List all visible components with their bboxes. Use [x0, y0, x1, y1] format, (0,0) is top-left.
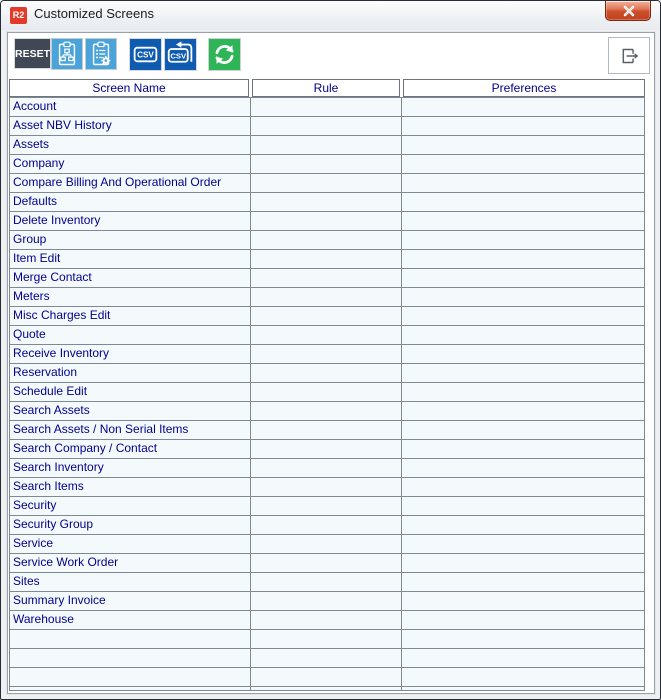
- cell-rule[interactable]: [251, 231, 402, 249]
- cell-preferences[interactable]: [402, 364, 644, 382]
- screen-layout-customization-button[interactable]: [51, 38, 83, 70]
- cell-rule[interactable]: [251, 421, 402, 439]
- cell-screen-name[interactable]: Search Company / Contact: [10, 440, 251, 458]
- table-row[interactable]: [10, 554, 644, 573]
- cell-screen-name[interactable]: Account: [10, 98, 251, 116]
- cell-rule[interactable]: [251, 649, 402, 667]
- cell-rule[interactable]: [251, 307, 402, 325]
- table-row[interactable]: [10, 611, 644, 630]
- cell-screen-name[interactable]: [10, 668, 251, 686]
- table-row[interactable]: [10, 668, 644, 687]
- table-row[interactable]: [10, 592, 644, 611]
- cell-rule[interactable]: [251, 668, 402, 686]
- table-row[interactable]: [10, 497, 644, 516]
- cell-preferences[interactable]: [402, 516, 644, 534]
- table-row[interactable]: [10, 117, 644, 136]
- cell-screen-name[interactable]: Compare Billing And Operational Order: [10, 174, 251, 192]
- app-logo-icon: R2: [10, 7, 27, 24]
- cell-screen-name[interactable]: Search Assets / Non Serial Items: [10, 421, 251, 439]
- cell-screen-name[interactable]: Security Group: [10, 516, 251, 534]
- cell-rule[interactable]: [251, 269, 402, 287]
- cell-screen-name[interactable]: Service Work Order: [10, 554, 251, 572]
- close-icon: [623, 5, 635, 17]
- import-csv-button[interactable]: [164, 38, 197, 71]
- cell-rule[interactable]: [251, 364, 402, 382]
- table-row[interactable]: [10, 326, 644, 345]
- cell-preferences[interactable]: [402, 573, 644, 591]
- cell-rule[interactable]: [251, 383, 402, 401]
- cell-preferences[interactable]: [402, 250, 644, 268]
- table-row[interactable]: [10, 212, 644, 231]
- cell-screen-name[interactable]: Group: [10, 231, 251, 249]
- table-row[interactable]: [10, 98, 644, 117]
- cell-rule[interactable]: [251, 630, 402, 648]
- cell-screen-name[interactable]: Receive Inventory: [10, 345, 251, 363]
- cell-rule[interactable]: [251, 592, 402, 610]
- cell-preferences[interactable]: [402, 630, 644, 648]
- exit-button[interactable]: [608, 37, 650, 74]
- cell-preferences[interactable]: [402, 288, 644, 306]
- cell-rule[interactable]: [251, 440, 402, 458]
- table-row[interactable]: [10, 459, 644, 478]
- table-row[interactable]: [10, 269, 644, 288]
- cell-preferences[interactable]: [402, 649, 644, 667]
- cell-preferences[interactable]: [402, 402, 644, 420]
- cell-rule[interactable]: [251, 516, 402, 534]
- exit-icon: [616, 43, 642, 69]
- cell-rule[interactable]: [251, 326, 402, 344]
- table-row[interactable]: [10, 174, 644, 193]
- cell-screen-name[interactable]: Search Items: [10, 478, 251, 496]
- table-row[interactable]: [10, 136, 644, 155]
- cell-preferences[interactable]: [402, 440, 644, 458]
- cell-screen-name[interactable]: Sites: [10, 573, 251, 591]
- table-row[interactable]: [10, 364, 644, 383]
- table-row[interactable]: [10, 516, 644, 535]
- cell-screen-name[interactable]: Misc Charges Edit: [10, 307, 251, 325]
- refresh-button[interactable]: [208, 38, 241, 71]
- svg-text:CSV: CSV: [137, 50, 154, 60]
- screens-grid: [9, 97, 645, 691]
- cell-screen-name[interactable]: Asset NBV History: [10, 117, 251, 135]
- csv-icon: [131, 40, 160, 69]
- cell-rule[interactable]: [251, 174, 402, 192]
- cell-preferences[interactable]: [402, 592, 644, 610]
- cell-screen-name[interactable]: Merge Contact: [10, 269, 251, 287]
- cell-screen-name[interactable]: Search Assets: [10, 402, 251, 420]
- cell-screen-name[interactable]: Security: [10, 497, 251, 515]
- window-title: Customized Screens: [34, 6, 154, 21]
- cell-screen-name[interactable]: Summary Invoice: [10, 592, 251, 610]
- table-row[interactable]: [10, 649, 644, 668]
- cell-preferences[interactable]: [402, 535, 644, 553]
- table-row[interactable]: [10, 231, 644, 250]
- cell-rule[interactable]: [251, 573, 402, 591]
- cell-preferences[interactable]: [402, 136, 644, 154]
- table-row[interactable]: [10, 573, 644, 592]
- cell-preferences[interactable]: [402, 687, 644, 691]
- column-header-screen-name[interactable]: Screen Name: [9, 79, 249, 97]
- cell-screen-name[interactable]: Reservation: [10, 364, 251, 382]
- table-row[interactable]: [10, 440, 644, 459]
- cell-screen-name[interactable]: Service: [10, 535, 251, 553]
- cell-rule[interactable]: [251, 136, 402, 154]
- cell-preferences[interactable]: [402, 478, 644, 496]
- cell-rule[interactable]: [251, 212, 402, 230]
- cell-screen-name[interactable]: Quote: [10, 326, 251, 344]
- cell-preferences[interactable]: [402, 307, 644, 325]
- csv-arrow-icon: [166, 40, 195, 69]
- titlebar: [1, 1, 660, 30]
- table-row[interactable]: [10, 307, 644, 326]
- cell-screen-name[interactable]: [10, 687, 251, 691]
- cell-screen-name[interactable]: Delete Inventory: [10, 212, 251, 230]
- table-row[interactable]: [10, 478, 644, 497]
- cell-preferences[interactable]: [402, 421, 644, 439]
- cell-rule[interactable]: [251, 250, 402, 268]
- reset-button[interactable]: RESET: [14, 38, 51, 69]
- cell-rule[interactable]: [251, 98, 402, 116]
- cell-preferences[interactable]: [402, 231, 644, 249]
- cell-screen-name[interactable]: Schedule Edit: [10, 383, 251, 401]
- cell-rule[interactable]: [251, 288, 402, 306]
- cell-screen-name[interactable]: Item Edit: [10, 250, 251, 268]
- table-row[interactable]: [10, 288, 644, 307]
- cell-preferences[interactable]: [402, 98, 644, 116]
- table-row[interactable]: [10, 383, 644, 402]
- close-button[interactable]: [605, 1, 651, 21]
- cell-preferences[interactable]: [402, 117, 644, 135]
- cell-preferences[interactable]: [402, 668, 644, 686]
- clipboard-gear-icon: [87, 40, 115, 68]
- cell-preferences[interactable]: [402, 611, 644, 629]
- cell-preferences[interactable]: [402, 383, 644, 401]
- cell-rule[interactable]: [251, 611, 402, 629]
- cell-preferences[interactable]: [402, 497, 644, 515]
- column-header-preferences[interactable]: Preferences: [403, 79, 645, 97]
- cell-rule[interactable]: [251, 459, 402, 477]
- cell-screen-name[interactable]: [10, 649, 251, 667]
- cell-rule[interactable]: [251, 402, 402, 420]
- cell-screen-name[interactable]: Warehouse: [10, 611, 251, 629]
- refresh-icon: [211, 41, 238, 68]
- cell-preferences[interactable]: [402, 212, 644, 230]
- cell-screen-name[interactable]: Assets: [10, 136, 251, 154]
- screen-preferences-customization-button[interactable]: [85, 38, 117, 70]
- column-header-rule[interactable]: Rule: [252, 79, 400, 97]
- cell-rule[interactable]: [251, 497, 402, 515]
- clipboard-flowchart-icon: [53, 40, 81, 68]
- cell-rule[interactable]: [251, 687, 402, 691]
- table-row[interactable]: [10, 193, 644, 212]
- table-row[interactable]: [10, 630, 644, 649]
- cell-preferences[interactable]: [402, 459, 644, 477]
- cell-rule[interactable]: [251, 535, 402, 553]
- cell-screen-name[interactable]: [10, 630, 251, 648]
- cell-screen-name[interactable]: Company: [10, 155, 251, 173]
- table-row[interactable]: [10, 345, 644, 364]
- table-row[interactable]: [10, 250, 644, 269]
- cell-screen-name[interactable]: Meters: [10, 288, 251, 306]
- cell-rule[interactable]: [251, 155, 402, 173]
- cell-rule[interactable]: [251, 117, 402, 135]
- table-row[interactable]: [10, 687, 644, 691]
- cell-screen-name[interactable]: Search Inventory: [10, 459, 251, 477]
- cell-rule[interactable]: [251, 478, 402, 496]
- export-csv-button[interactable]: [129, 38, 162, 71]
- cell-preferences[interactable]: [402, 554, 644, 572]
- cell-preferences[interactable]: [402, 155, 644, 173]
- cell-preferences[interactable]: [402, 193, 644, 211]
- svg-text:CSV: CSV: [170, 51, 187, 61]
- cell-screen-name[interactable]: Defaults: [10, 193, 251, 211]
- cell-preferences[interactable]: [402, 174, 644, 192]
- cell-preferences[interactable]: [402, 345, 644, 363]
- table-row[interactable]: [10, 155, 644, 174]
- cell-preferences[interactable]: [402, 269, 644, 287]
- cell-rule[interactable]: [251, 345, 402, 363]
- cell-rule[interactable]: [251, 554, 402, 572]
- cell-preferences[interactable]: [402, 326, 644, 344]
- table-row[interactable]: [10, 402, 644, 421]
- cell-rule[interactable]: [251, 193, 402, 211]
- table-row[interactable]: [10, 535, 644, 554]
- table-row[interactable]: [10, 421, 644, 440]
